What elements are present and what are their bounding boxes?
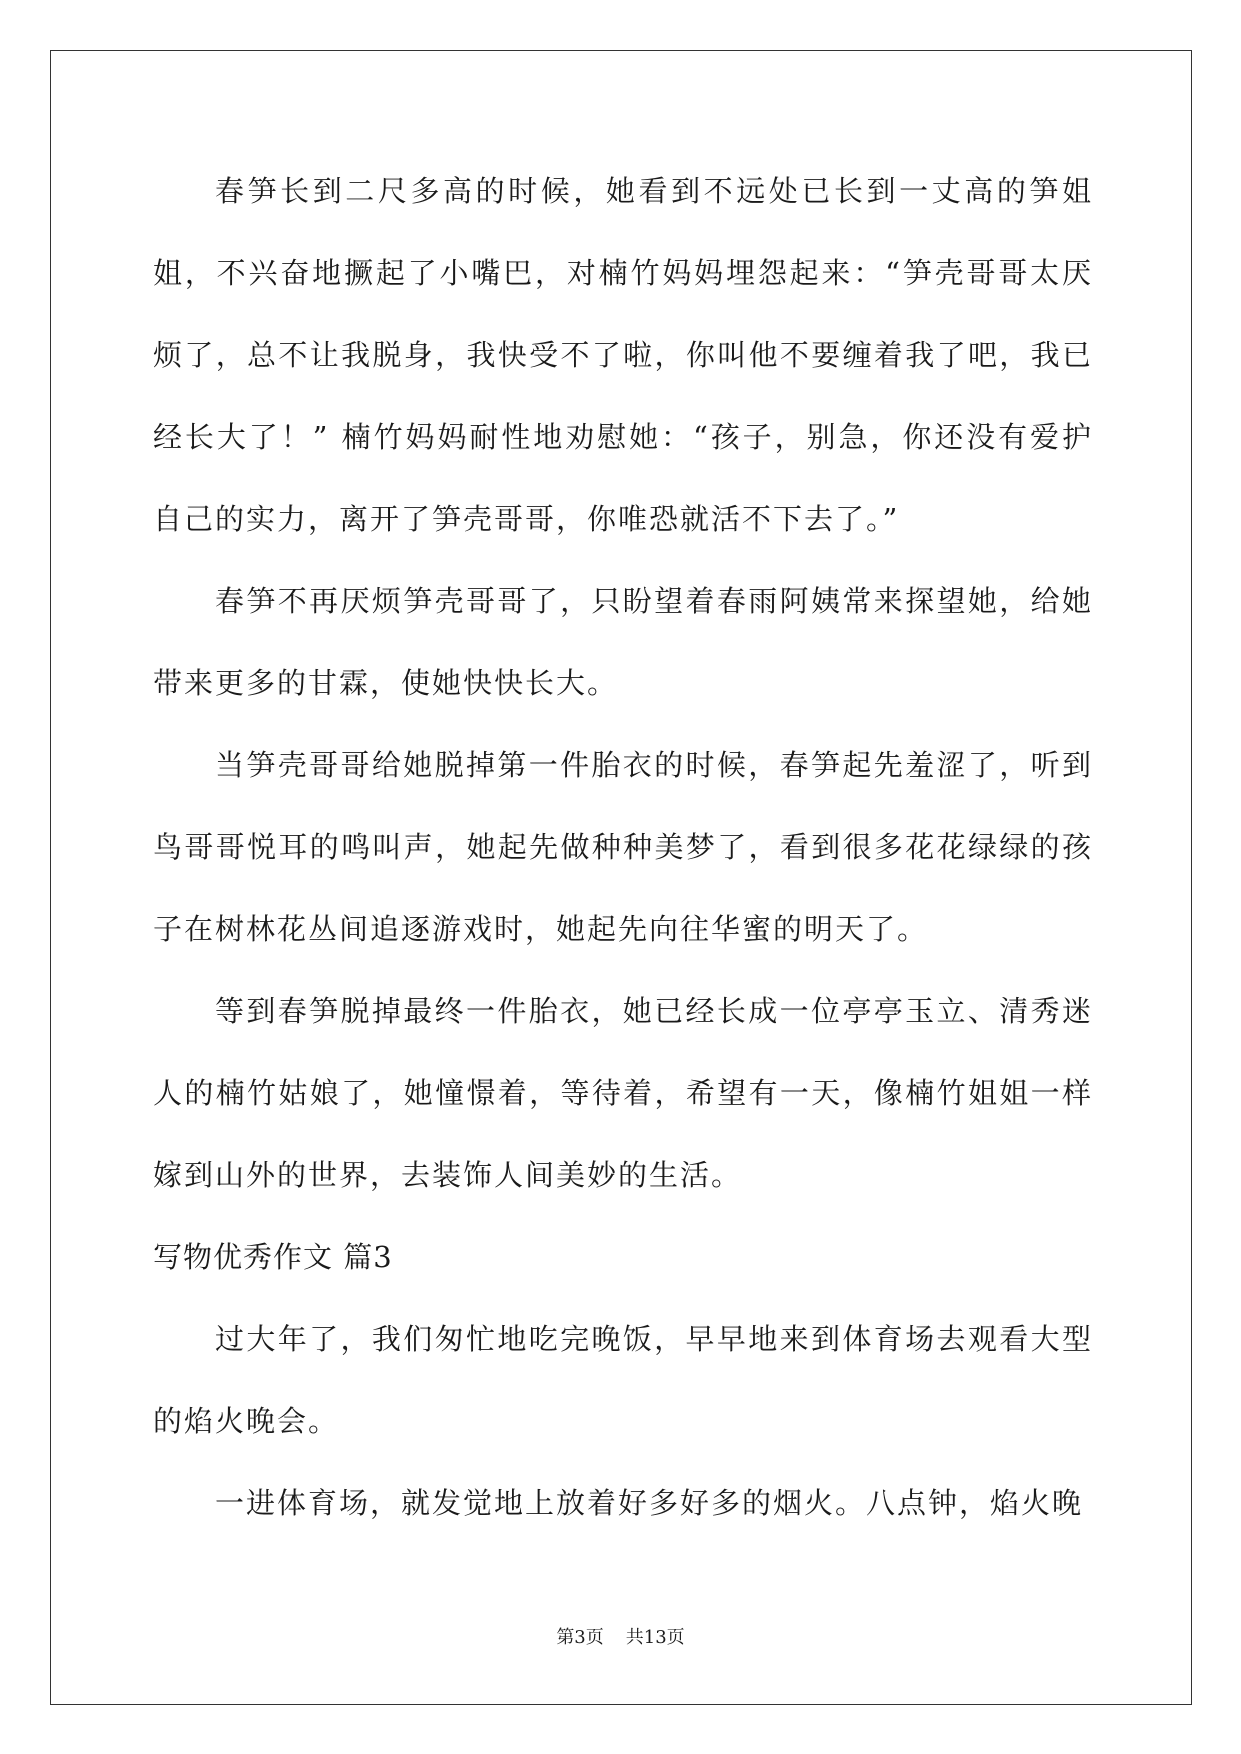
paragraph: 春笋长到二尺多高的时候，她看到不远处已长到一丈高的笋姐姐，不兴奋地撅起了小嘴巴，对楠竹妈妈埋怨起来：“笋壳哥哥太厌烦了，总不让我脱身，我快受不了啦，你叫他不要缠着我了吧，我已经长大了！” 楠竹妈妈耐性地劝慰她：“孩子，别急，你还没有爱护自己的实力，离开了笋壳哥哥，你唯恐就活不下去了。” bbox=[153, 174, 1093, 536]
paragraph: 等到春笋脱掉最终一件胎衣，她已经长成一位亭亭玉立、清秀迷人的楠竹姑娘了，她憧憬着，等待着，希望有一天，像楠竹姐姐一样嫁到山外的世界，去装饰人间美妙的生活。 bbox=[153, 994, 1093, 1192]
document-body bbox=[153, 150, 1093, 1544]
section-heading: 写物优秀作文 篇3 bbox=[153, 1240, 393, 1274]
page-number: 第3页 bbox=[556, 1627, 604, 1648]
page-footer bbox=[0, 1623, 1241, 1649]
paragraph: 当笋壳哥哥给她脱掉第一件胎衣的时候，春笋起先羞涩了，听到鸟哥哥悦耳的鸣叫声，她起先做种种美梦了，看到很多花花绿绿的孩子在树林花丛间追逐游戏时，她起先向往华蜜的明天了。 bbox=[153, 748, 1093, 946]
page-total: 共13页 bbox=[625, 1627, 685, 1648]
paragraph: 春笋不再厌烦笋壳哥哥了，只盼望着春雨阿姨常来探望她，给她带来更多的甘霖，使她快快长大。 bbox=[153, 584, 1093, 700]
paragraph: 一进体育场，就发觉地上放着好多好多的烟火。八点钟，焰火晚 bbox=[215, 1486, 1084, 1520]
paragraph: 过大年了，我们匆忙地吃完晚饭，早早地来到体育场去观看大型的焰火晚会。 bbox=[153, 1322, 1093, 1438]
